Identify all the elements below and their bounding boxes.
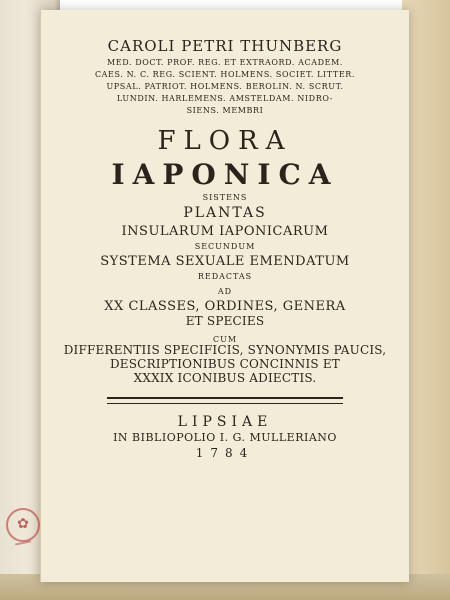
title-flora: FLORA [157,126,293,157]
species-text: ET SPECIES [185,313,265,328]
insularum-text: INSULARUM IAPONICARUM [121,223,329,239]
cum-line: DIFFERENTIIS SPECIFICIS, SYNONYMIS PAUCIS, [63,342,387,357]
title-iaponica: IAPONICA [111,158,339,192]
sistens-text: SISTENS [202,193,248,203]
secundum-text: SECUNDUM [194,241,256,251]
place-text: LIPSIAE [177,414,273,431]
credentials-line: SIENS. MEMBRI [186,106,264,116]
plantas-text: PLANTAS [183,204,267,221]
publisher-text: IN BIBLIOPOLIO I. G. MULLERIANO [113,431,337,445]
title-page [40,10,409,582]
systema-text: SYSTEMA SEXUALE EMENDATUM [100,253,350,269]
redactas-text: REDACTAS [197,271,253,281]
book-cover-right [402,0,450,600]
double-rule-divider [107,397,343,404]
classes-text: XX CLASSES, ORDINES, GENERA [104,299,346,315]
title-page-text [53,38,397,461]
credentials-line: UPSAL. PATRIOT. HOLMENS. BEROLIN. N. SCRUT. [106,82,344,92]
ad-text: AD [217,286,233,296]
cum-line: XXXIX ICONIBUS ADIECTIS. [133,370,317,385]
year-text: 1784 [195,446,255,461]
cum-line: DESCRIPTIONIBUS CONCINNIS ET [109,356,340,371]
cum-text: CUM [212,334,238,344]
author-name: CAROLI PETRI THUNBERG [107,37,343,55]
library-stamp-icon: ✿ [6,508,40,542]
credentials-line: CAES. N. C. REG. SCIENT. HOLMENS. SOCIET. LITTER. [94,70,356,80]
credentials-line: LUNDIN. HARLEMENS. AMSTELDAM. NIDRO- [116,94,334,104]
credentials-line: MED. DOCT. PROF. REG. ET EXTRAORD. ACADEM. [106,58,344,68]
